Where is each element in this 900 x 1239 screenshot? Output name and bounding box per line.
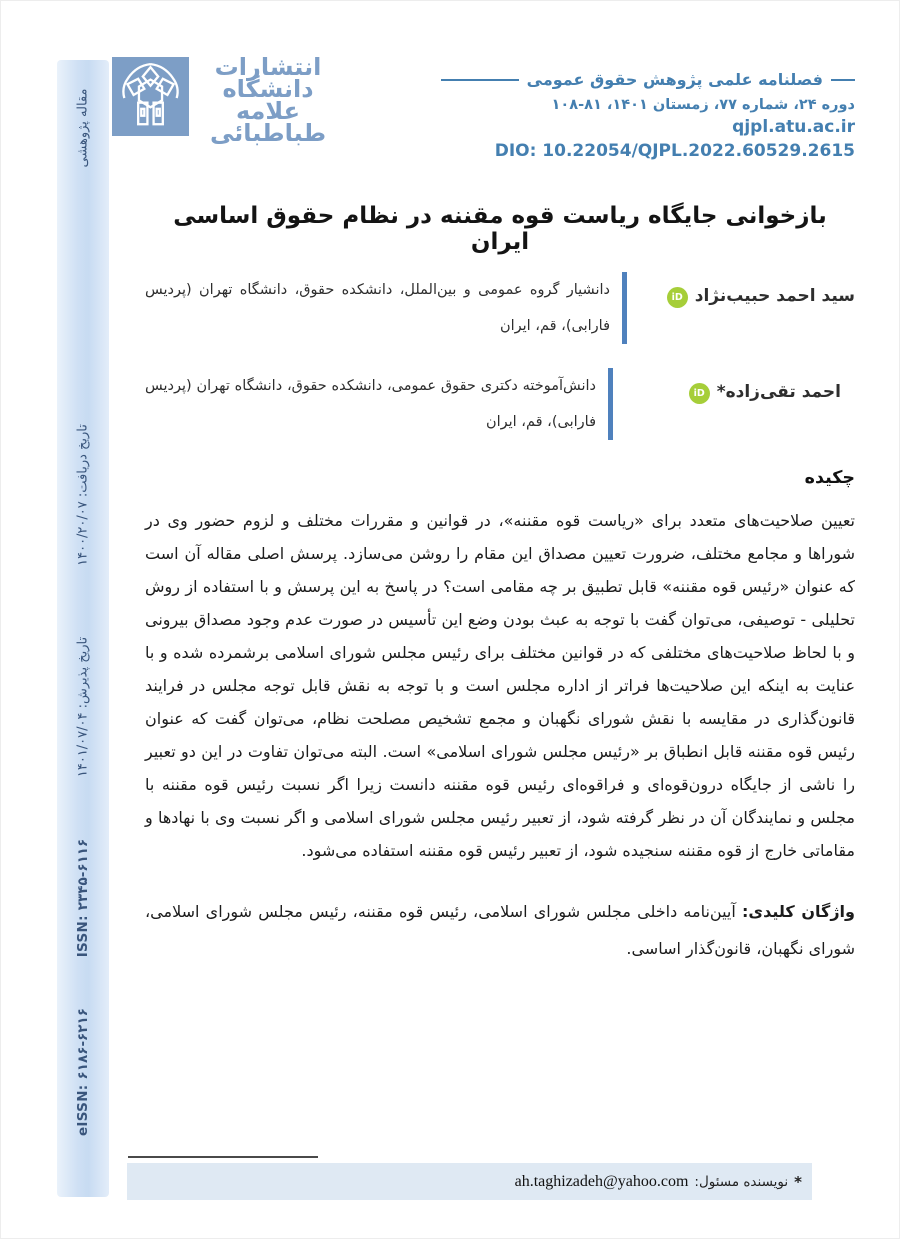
author-name: سید احمد حبیب‌نژاد	[694, 286, 855, 306]
footnote-asterisk: *	[794, 1172, 802, 1191]
author-affiliation: دانشیار گروه عمومی و بین‌الملل، دانشکده حقوق، دانشگاه تهران (پردیس فارابی)، قم، ایران	[145, 282, 610, 334]
publisher-line: علامه	[235, 97, 301, 125]
journal-website-link[interactable]: qjpl.atu.ac.ir	[732, 117, 855, 137]
author-row	[145, 272, 855, 344]
doi-text[interactable]: DIO: 10.22054/QJPL.2022.60529.2615	[494, 141, 855, 161]
university-logo-icon	[112, 57, 189, 136]
orcid-icon[interactable]: iD	[667, 287, 688, 308]
header-rule-left	[441, 79, 519, 81]
header-rule-right	[831, 79, 855, 81]
publisher-line: طباطبائی	[209, 119, 327, 147]
publisher-calligraphy	[190, 53, 346, 147]
author-row	[145, 368, 855, 440]
affiliation-bar	[608, 368, 613, 440]
accepted-date-label: تاریخ پذیرش: ۱۴۰۱/۰۷/۰۴	[75, 636, 91, 778]
corresponding-author-email[interactable]: ah.taghizadeh@yahoo.com	[514, 1172, 689, 1190]
keywords-label: واژگان کلیدی:	[742, 902, 855, 921]
issue-info: دوره ۲۴، شماره ۷۷، زمستان ۱۴۰۱، ۸۱-۱۰۸	[551, 97, 855, 113]
author-affiliation: دانش‌آموخته دکتری حقوق عمومی، دانشکده حقوق، دانشگاه تهران (پردیس فارابی)، قم، ایران	[145, 378, 596, 430]
page-title: بازخوانی جایگاه ریاست قوه مقننه در نظام حقوق اساسی ایران	[173, 203, 827, 255]
abstract-heading: چکیده	[804, 468, 855, 488]
corresponding-author-band	[127, 1163, 812, 1200]
eissn-label: eISSN: ۶۱۸۶-۶۲۱۶	[75, 1007, 91, 1137]
footnote-rule	[128, 1156, 318, 1158]
journal-header	[355, 70, 855, 161]
received-date-label: تاریخ دریافت: ۱۴۰۰/۲۰/۰۷	[75, 424, 91, 566]
affiliation-bar	[622, 272, 627, 344]
authors-block	[145, 272, 855, 464]
keywords-paragraph	[145, 893, 855, 967]
issn-label: ISSN: ۲۳۴۵-۶۱۱۶	[75, 838, 91, 958]
abstract-text: تعیین صلاحیت‌های متعدد برای «ریاست قوه مقننه»، در قوانین و مقررات مختلف و لزوم حضور وی در شوراها و مجامع مختلف، ضرورت تعیین مصداق این مقام را روشن می‌سازد. پرسش اصلی مقاله آن است که عنوان «رئیس قوه مقننه» قابل تطبیق بر چه مقامی است؟ در پاسخ به این پرسش و با استفاده از روش تحلیلی - توصیفی، می‌توان گفت با توجه به عبث بودن وضع این تأسیس در صورت عدم وجود مصداق بیرونی و با لحاظ صلاحیت‌های مختلفی که در قوانین مختلف برای رئیس مجلس شورای اسلامی برشمرده شده و با عنایت به اینکه این صلاحیت‌ها فراتر از اداره مجلس است و با توجه به نقش قابل توجه مجلس در فرایند قانون‌گذاری در مقایسه با نقش شورای نگهبان و مجمع تشخیص مصلحت نظام، می‌توان گفت که عنوان رئیس قوه مقننه قابل انطباق بر «رئیس مجلس شورای اسلامی» است. البته می‌توان تفاوت در این دو تعبیر را ناشی از جایگاه درون‌قوه‌ای و فراقوه‌ای رئیس قوه مقننه دانست زیرا اگر نسبت رئیس قوه مقننه با مجلس و نمایندگان آن در نظر گرفته شود، از تعبیر رئیس مجلس شورای اسلامی و اگر نسبت وی با نهادها و مقاماتی خارج از قوه مقننه سنجیده شود، از تعبیر رئیس قوه مقننه استفاده می‌شود.	[145, 511, 855, 860]
author-name: احمد تقی‌زاده*	[716, 382, 841, 402]
article-type-label: مقاله پژوهشی	[75, 88, 91, 168]
publisher-line: دانشگاه	[222, 75, 314, 103]
orcid-icon[interactable]: iD	[689, 383, 710, 404]
keywords-text: آیین‌نامه داخلی مجلس شورای اسلامی، رئیس قوه مقننه، رئیس مجلس شورای اسلامی، شورای نگهبان، قانون‌گذار اساسی.	[145, 902, 855, 958]
corresponding-author-label: نویسنده مسئول:	[694, 1173, 789, 1190]
publisher-line: انتشارات	[214, 53, 322, 81]
journal-name: فصلنامه علمی پژوهش حقوق عمومی	[526, 70, 823, 89]
